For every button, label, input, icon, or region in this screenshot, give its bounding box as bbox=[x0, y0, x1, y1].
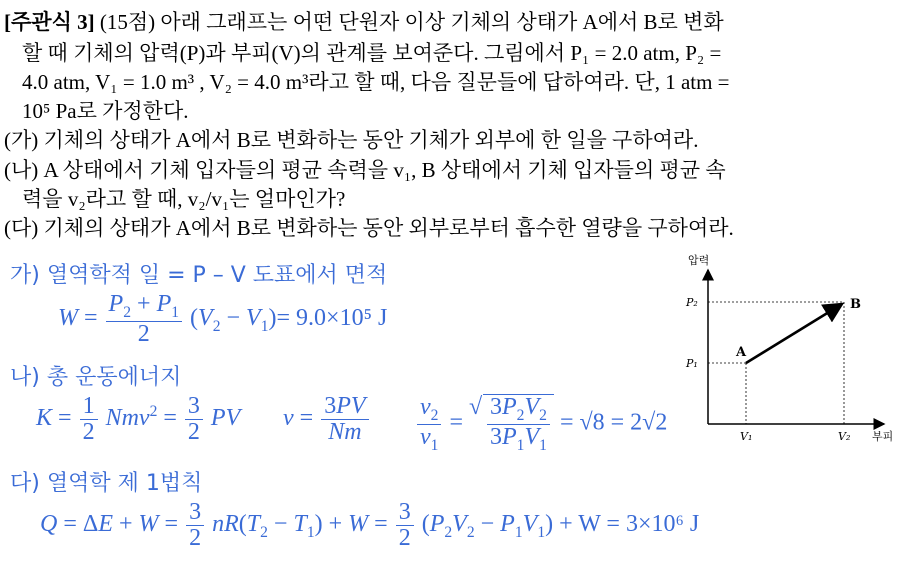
x-axis-label: 부피 bbox=[872, 430, 894, 443]
heat-result: + W = 3×10⁶ J bbox=[559, 511, 700, 538]
solution-da-heading: 다) 열역학 제 1법칙 bbox=[10, 471, 203, 496]
point-b-label: B bbox=[850, 297, 861, 312]
question-da: (다) 기체의 상태가 A에서 B로 변화하는 동안 외부로부터 흡수한 열량을 구하여라. bbox=[4, 216, 734, 240]
question-ga: (가) 기체의 상태가 A에서 B로 변화하는 동안 기체가 외부에 한 일을 구하여라. bbox=[4, 128, 699, 152]
point-a-label: A bbox=[736, 345, 747, 360]
problem-line-3: 4.0 atm, V₁ = 1.0 m³ , V₂ = 4.0 m³라고 할 때, 다음 질문들에 답하여라. 단, 1 atm = bbox=[22, 70, 730, 94]
p1-label: P₁ bbox=[686, 357, 698, 370]
ratio-result: = √8 = 2√2 bbox=[559, 409, 668, 436]
problem-line-2: 할 때 기체의 압력(P)과 부피(V)의 관계를 보여준다. 그림에서 P₁ = 2.0 atm, P₂ = bbox=[22, 41, 722, 65]
equation-velocity: v = $\frac{3PV}{Nm}$ bbox=[283, 394, 371, 445]
p2-label: P₂ bbox=[686, 296, 698, 309]
problem-line-1 bbox=[4, 6, 724, 36]
y-axis-label: 압력 bbox=[688, 254, 710, 267]
pv-graph bbox=[682, 252, 901, 444]
equation-velocity-ratio: $\frac{v_2}{v_1}$ = √ $\frac{3P_2V_2}{3P_1V_1}$ = √8 = 2√2 bbox=[415, 394, 667, 454]
problem-line-4: 10⁵ Pa로 가정한다. bbox=[22, 99, 189, 123]
v2-label: V₂ bbox=[838, 430, 851, 443]
process-arrow bbox=[746, 304, 842, 363]
v1-label: V₁ bbox=[740, 430, 753, 443]
equation-first-law: Q = ΔE + W = $\frac{3}{2}$ $nR(T_2 - T_1) + W$ = $\frac{3}{2}$ $(P_2V_2 - P_1V_1) + W = 3\times 10^6$ J bbox=[40, 499, 700, 552]
equation-kinetic-energy: K = $\frac{1}{2}$ Nmv$^2$ = $\frac{3}{2}$ PV bbox=[36, 393, 241, 446]
problem-intro: (15점) 아래 그래프는 어떤 단원자 이상 기체의 상태가 A에서 B로 변화 bbox=[94, 10, 724, 34]
problem-tag: [주관식 3] bbox=[4, 10, 95, 34]
solution-na-heading: 나) 총 운동에너지 bbox=[10, 365, 182, 390]
question-na-line-1: (나) A 상태에서 기체 입자들의 평균 속력을 v₁, B 상태에서 기체 입자들의 평균 속 bbox=[4, 158, 726, 182]
equation-work: W = $\frac{P_2 + P_1}{2}$ $(V_2 - V_1)= 9.0\times 10^5$ J bbox=[58, 291, 388, 348]
question-na-line-2: 력을 v₂라고 할 때, v₂/v₁는 얼마인가? bbox=[22, 187, 346, 211]
work-result: = 9.0×10⁵ J bbox=[276, 305, 388, 332]
solution-ga-heading: 가) 열역학적 일 = P – V 도표에서 면적 bbox=[10, 263, 388, 288]
